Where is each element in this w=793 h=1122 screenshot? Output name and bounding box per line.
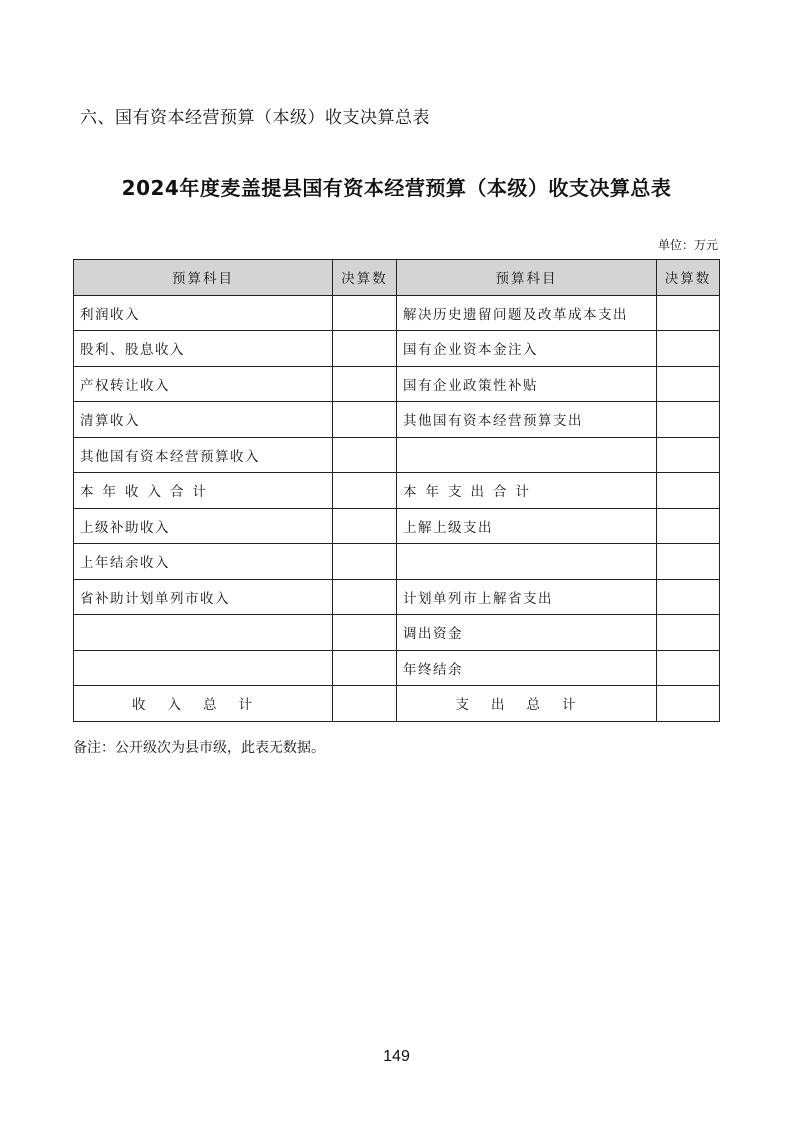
income-amount-cell	[333, 508, 397, 544]
table-row	[74, 437, 720, 473]
header-expense-amount: 决算数	[657, 260, 720, 296]
income-amount-cell	[333, 437, 397, 473]
income-amount-cell	[333, 366, 397, 402]
table-row	[74, 544, 720, 580]
income-subject-cell: 清算收入	[74, 402, 333, 438]
table-row	[74, 366, 720, 402]
income-amount-cell	[333, 579, 397, 615]
unit-label: 单位：万元	[657, 238, 718, 252]
income-total-label: 收入总计	[74, 686, 333, 722]
table-row	[74, 295, 720, 331]
income-amount-cell	[333, 615, 397, 651]
expense-amount-cell	[657, 331, 720, 367]
income-subject-cell: 其他国有资本经营预算收入	[74, 437, 333, 473]
expense-amount-cell	[657, 650, 720, 686]
income-subject-cell	[74, 615, 333, 651]
income-amount-cell	[333, 544, 397, 580]
income-amount-cell	[333, 473, 397, 509]
document-title: 2024年度麦盖提县国有资本经营预算（本级）收支决算总表	[121, 176, 672, 200]
table-row	[74, 508, 720, 544]
income-amount-cell	[333, 402, 397, 438]
expense-subject-cell: 国有企业政策性补贴	[397, 366, 657, 402]
income-subject-cell: 利润收入	[74, 295, 333, 331]
table-row	[74, 615, 720, 651]
income-amount-cell	[333, 295, 397, 331]
expense-total-amount	[657, 686, 720, 722]
expense-subject-cell: 年终结余	[397, 650, 657, 686]
header-income-amount: 决算数	[333, 260, 397, 296]
expense-amount-cell	[657, 508, 720, 544]
expense-subject-cell: 国有企业资本金注入	[397, 331, 657, 367]
income-subject-cell: 股利、股息收入	[74, 331, 333, 367]
expense-subject-cell	[397, 437, 657, 473]
expense-subject-cell: 上解上级支出	[397, 508, 657, 544]
section-heading: 六、国有资本经营预算（本级）收支决算总表	[80, 108, 430, 128]
expense-amount-cell	[657, 295, 720, 331]
expense-amount-cell	[657, 615, 720, 651]
header-income-subject: 预算科目	[74, 260, 333, 296]
expense-amount-cell	[657, 402, 720, 438]
expense-subject-cell: 计划单列市上解省支出	[397, 579, 657, 615]
income-subject-cell: 省补助计划单列市收入	[74, 579, 333, 615]
income-subject-cell: 上级补助收入	[74, 508, 333, 544]
expense-amount-cell	[657, 473, 720, 509]
table-total-row	[74, 686, 720, 722]
table-row	[74, 650, 720, 686]
expense-subject-cell: 解决历史遗留问题及改革成本支出	[397, 295, 657, 331]
expense-amount-cell	[657, 437, 720, 473]
income-total-amount	[333, 686, 397, 722]
table-row	[74, 331, 720, 367]
income-amount-cell	[333, 650, 397, 686]
expense-subject-cell: 调出资金	[397, 615, 657, 651]
page-number: 149	[383, 1048, 410, 1065]
expense-amount-cell	[657, 366, 720, 402]
expense-amount-cell	[657, 544, 720, 580]
table-note: 备注：公开级次为县市级，此表无数据。	[73, 740, 325, 756]
table-row	[74, 402, 720, 438]
income-amount-cell	[333, 331, 397, 367]
expense-subject-cell: 其他国有资本经营预算支出	[397, 402, 657, 438]
income-subject-cell: 上年结余收入	[74, 544, 333, 580]
budget-summary-table	[73, 259, 720, 722]
expense-amount-cell	[657, 579, 720, 615]
expense-subject-cell	[397, 544, 657, 580]
header-expense-subject: 预算科目	[397, 260, 657, 296]
expense-total-label: 支出总计	[397, 686, 657, 722]
income-subject-cell	[74, 650, 333, 686]
table-row	[74, 473, 720, 509]
table-row	[74, 579, 720, 615]
income-subject-cell: 产权转让收入	[74, 366, 333, 402]
table-header-row	[74, 260, 720, 296]
expense-subject-cell: 本年支出合计	[397, 473, 657, 509]
income-subject-cell: 本年收入合计	[74, 473, 333, 509]
